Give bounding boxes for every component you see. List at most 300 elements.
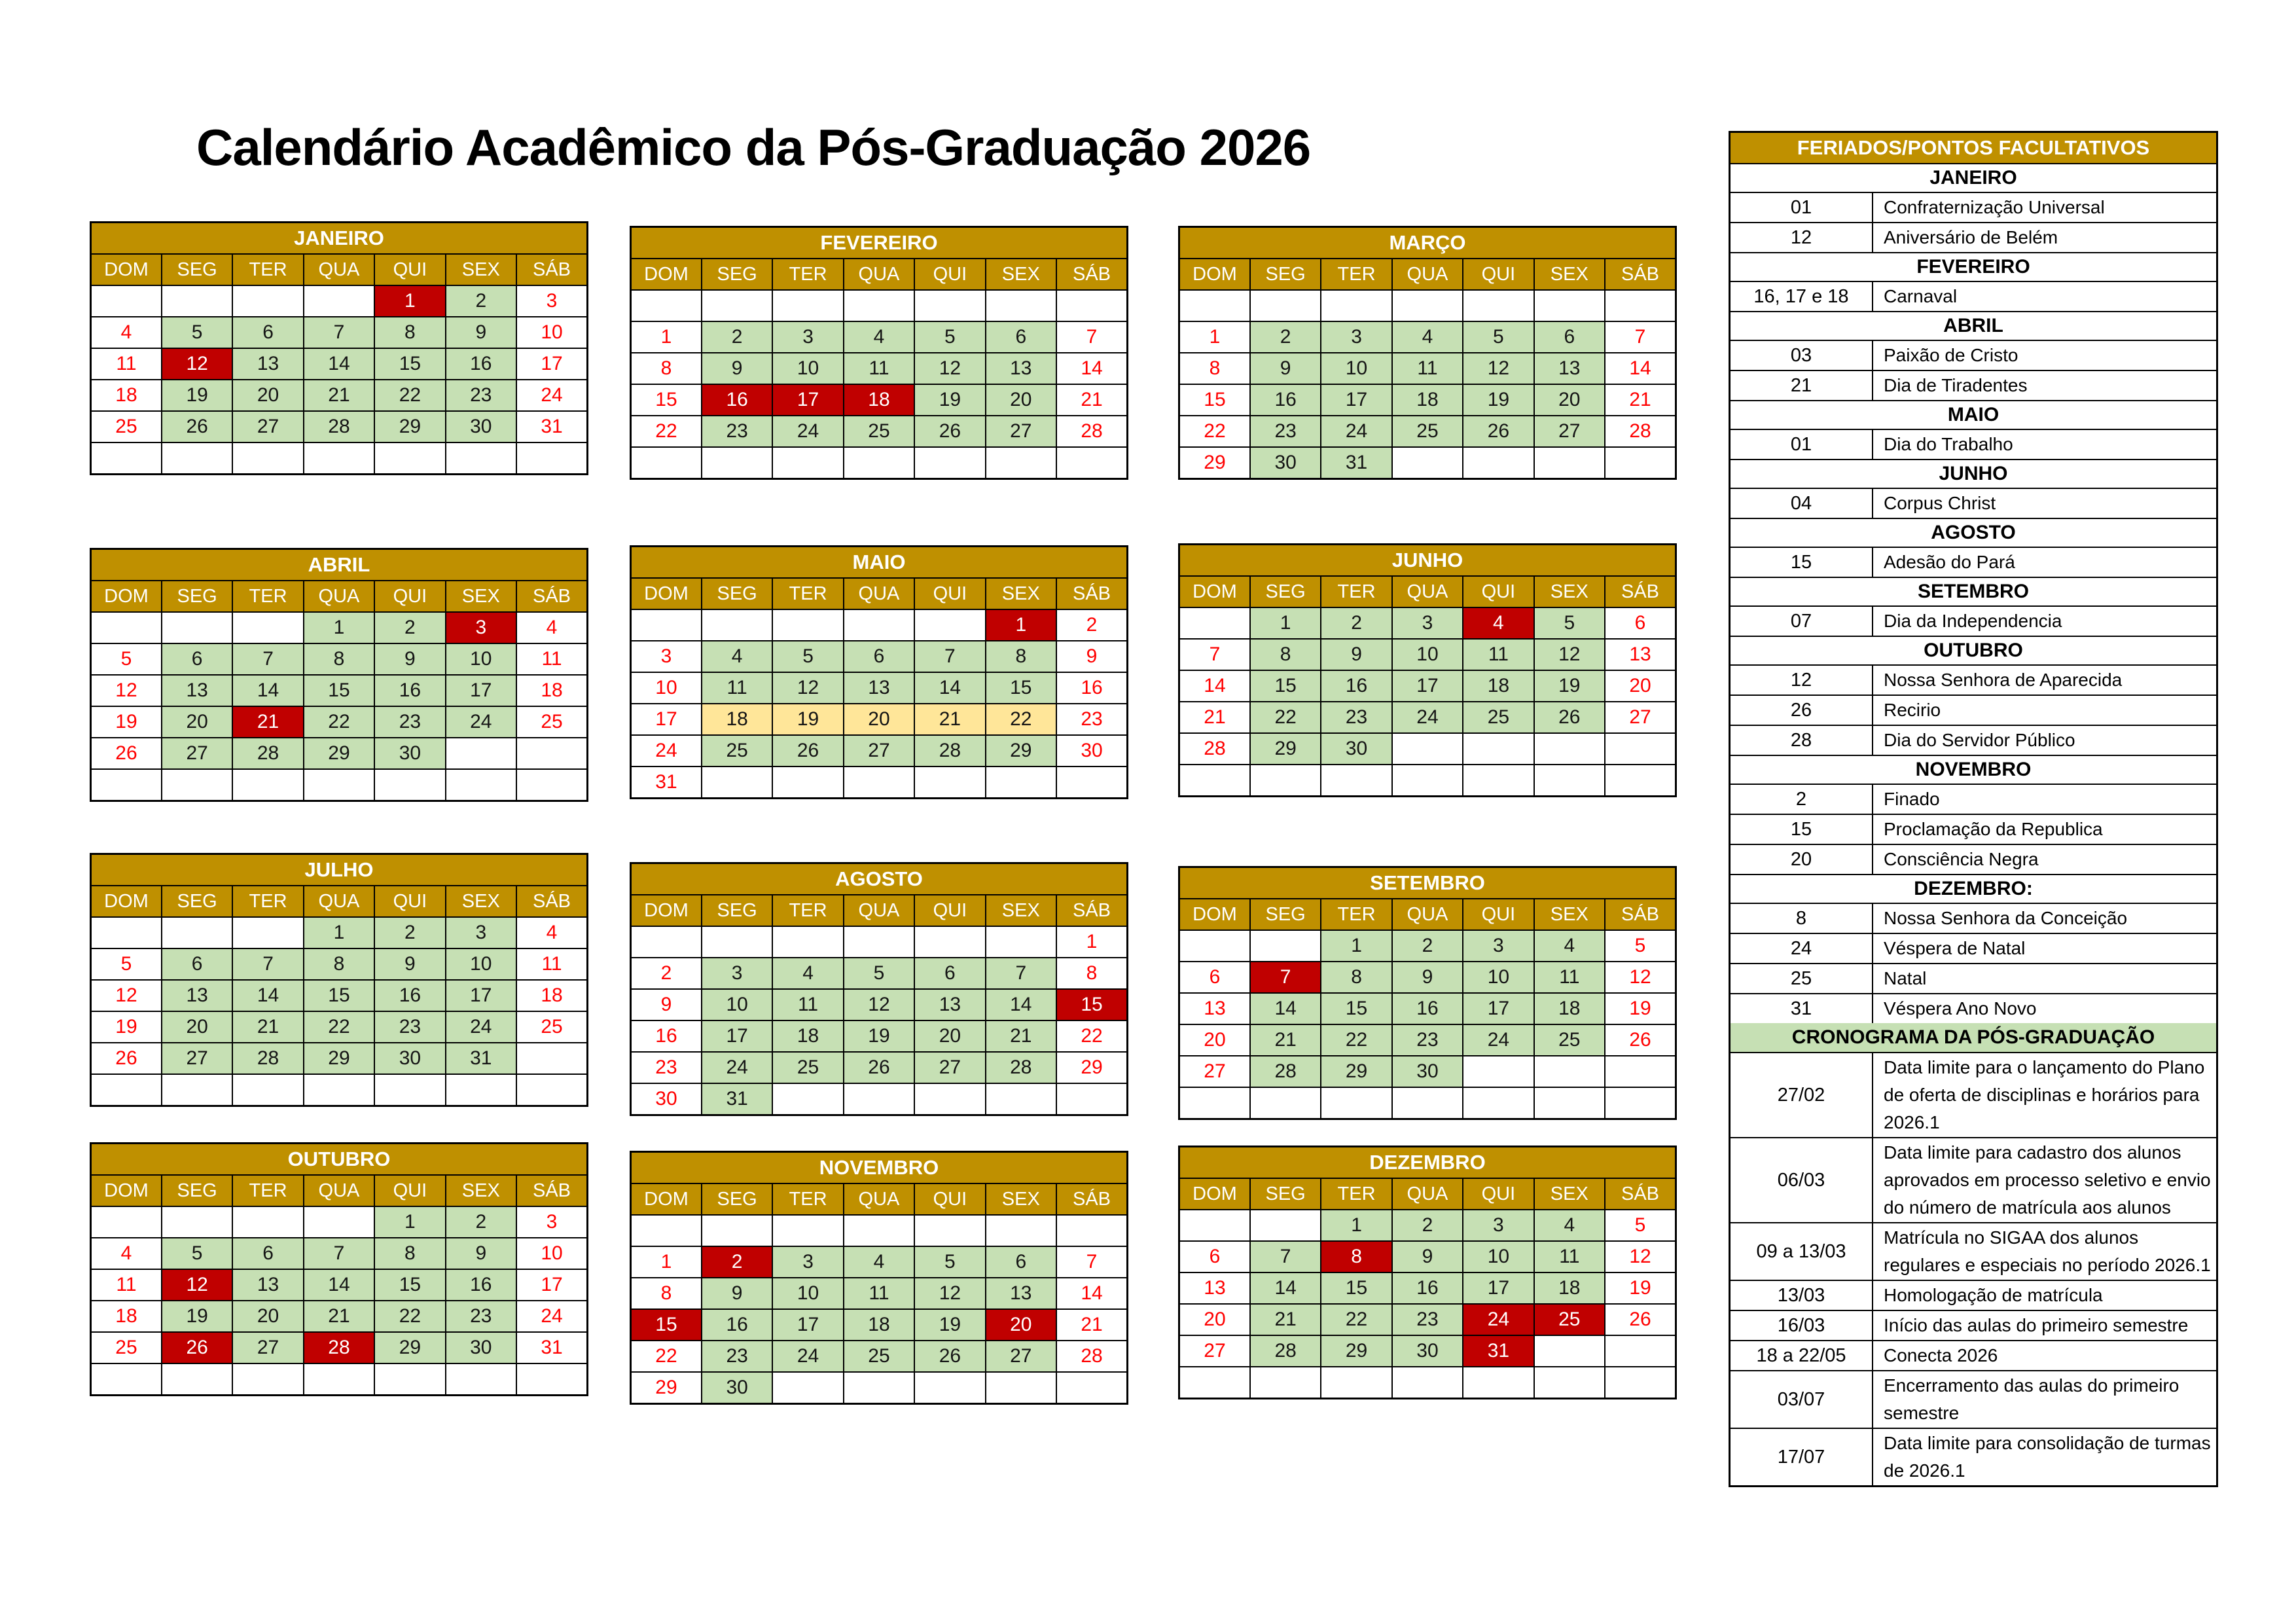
day-cell	[232, 442, 303, 475]
day-cell	[1605, 1056, 1676, 1087]
day-cell: 31	[631, 767, 702, 799]
day-cell: 1	[631, 1246, 702, 1278]
day-cell: 8	[304, 643, 374, 675]
cronograma-date: 18 a 22/05	[1731, 1341, 1873, 1370]
day-cell	[1179, 607, 1250, 639]
day-cell: 11	[516, 948, 587, 980]
day-cell: 18	[516, 675, 587, 706]
day-cell: 13	[986, 1278, 1056, 1309]
cronograma-row	[1731, 1371, 2216, 1429]
day-cell	[374, 1363, 445, 1396]
day-cell: 15	[631, 1309, 702, 1341]
day-cell	[162, 442, 232, 475]
weekday-header: SÁB	[516, 1175, 587, 1206]
day-cell	[1463, 733, 1534, 765]
day-cell: 2	[702, 1246, 772, 1278]
day-cell	[1534, 447, 1605, 479]
day-cell	[772, 290, 843, 321]
day-cell: 27	[844, 735, 914, 767]
day-cell: 28	[1250, 1335, 1321, 1367]
weekday-header: SEX	[446, 581, 516, 612]
day-cell: 3	[1463, 1210, 1534, 1241]
day-cell	[304, 442, 374, 475]
week-row	[631, 735, 1128, 767]
day-cell	[631, 609, 702, 641]
day-cell: 5	[91, 643, 162, 675]
month-calendar	[1178, 543, 1677, 797]
holiday-name: Véspera de Natal	[1884, 938, 2026, 958]
holiday-name: Dia de Tiradentes	[1884, 375, 2028, 395]
holiday-date: 31	[1731, 994, 1873, 1023]
day-cell: 9	[1392, 1241, 1463, 1272]
day-cell	[1179, 930, 1250, 962]
holiday-month-header: FEVEREIRO	[1731, 253, 2216, 282]
day-cell: 7	[232, 948, 303, 980]
day-cell: 18	[91, 1301, 162, 1332]
day-cell	[91, 1074, 162, 1106]
day-cell: 18	[91, 380, 162, 411]
weekday-header: SEG	[162, 1175, 232, 1206]
day-cell: 26	[1605, 1024, 1676, 1056]
holiday-month-header: ABRIL	[1731, 312, 2216, 341]
weekday-header: QUA	[1392, 576, 1463, 607]
day-cell: 3	[516, 1206, 587, 1238]
cronograma-row	[1731, 1223, 2216, 1281]
day-cell	[986, 447, 1056, 479]
holiday-name: Aniversário de Belém	[1884, 227, 2058, 247]
day-cell	[1605, 1367, 1676, 1399]
day-cell: 3	[1463, 930, 1534, 962]
weekday-header: SEG	[702, 895, 772, 926]
day-cell: 28	[986, 1052, 1056, 1083]
day-cell: 3	[631, 641, 702, 672]
day-cell: 8	[1250, 639, 1321, 670]
day-cell: 9	[446, 1238, 516, 1269]
day-cell: 5	[1605, 1210, 1676, 1241]
day-cell: 30	[374, 1043, 445, 1074]
day-cell: 16	[1321, 670, 1391, 702]
day-cell	[1056, 767, 1127, 799]
week-row	[91, 1269, 588, 1301]
day-cell	[91, 285, 162, 317]
day-cell: 3	[1392, 607, 1463, 639]
day-cell: 25	[1392, 416, 1463, 447]
day-cell: 8	[304, 948, 374, 980]
day-cell: 25	[1534, 1024, 1605, 1056]
day-cell: 26	[844, 1052, 914, 1083]
day-cell: 18	[1534, 1272, 1605, 1304]
day-cell: 29	[374, 411, 445, 442]
weekday-header: DOM	[1179, 1178, 1250, 1210]
day-cell: 19	[844, 1020, 914, 1052]
week-row	[1179, 1367, 1676, 1399]
day-cell	[374, 442, 445, 475]
holiday-row	[1731, 193, 2216, 223]
day-cell: 14	[986, 989, 1056, 1020]
day-cell: 18	[844, 384, 914, 416]
week-row	[631, 1052, 1128, 1083]
holiday-row	[1731, 934, 2216, 964]
day-cell: 28	[232, 1043, 303, 1074]
day-cell: 10	[1392, 639, 1463, 670]
holiday-row	[1731, 815, 2216, 845]
day-cell	[1392, 733, 1463, 765]
day-cell: 20	[232, 380, 303, 411]
day-cell: 15	[374, 348, 445, 380]
holiday-name: Confraternização Universal	[1884, 197, 2105, 217]
day-cell: 23	[702, 1341, 772, 1372]
week-row	[1179, 1335, 1676, 1367]
day-cell: 30	[1321, 733, 1391, 765]
day-cell: 27	[1534, 416, 1605, 447]
day-cell: 25	[844, 1341, 914, 1372]
weekday-header: SÁB	[1056, 259, 1127, 290]
day-cell: 6	[914, 958, 985, 989]
day-cell: 10	[772, 1278, 843, 1309]
day-cell	[986, 1372, 1056, 1404]
month-calendar	[630, 862, 1128, 1116]
day-cell: 28	[1056, 1341, 1127, 1372]
day-cell: 7	[1179, 639, 1250, 670]
day-cell: 30	[1056, 735, 1127, 767]
day-cell: 23	[1250, 416, 1321, 447]
day-cell: 10	[446, 643, 516, 675]
day-cell: 27	[1179, 1335, 1250, 1367]
week-row	[91, 1011, 588, 1043]
week-row	[91, 380, 588, 411]
weekday-header: SEX	[446, 886, 516, 917]
day-cell	[516, 1363, 587, 1396]
day-cell: 20	[232, 1301, 303, 1332]
day-cell: 17	[772, 1309, 843, 1341]
day-cell	[986, 926, 1056, 958]
day-cell: 31	[516, 1332, 587, 1363]
day-cell: 24	[516, 380, 587, 411]
day-cell: 7	[914, 641, 985, 672]
holiday-row	[1731, 341, 2216, 371]
day-cell: 29	[631, 1372, 702, 1404]
month-calendar	[90, 221, 588, 475]
weekday-header: SEG	[162, 254, 232, 285]
day-cell: 9	[631, 989, 702, 1020]
day-cell: 26	[91, 738, 162, 769]
day-cell: 9	[702, 1278, 772, 1309]
day-cell: 25	[702, 735, 772, 767]
holiday-name: Dia do Trabalho	[1884, 434, 2013, 454]
day-cell: 14	[1056, 1278, 1127, 1309]
holiday-month-header: AGOSTO	[1731, 519, 2216, 548]
weekday-header: QUA	[844, 895, 914, 926]
day-cell: 9	[1250, 353, 1321, 384]
day-cell: 13	[1605, 639, 1676, 670]
day-cell	[1534, 1367, 1605, 1399]
holiday-name: Nossa Senhora da Conceição	[1884, 908, 2128, 928]
day-cell: 4	[844, 1246, 914, 1278]
day-cell: 27	[232, 411, 303, 442]
day-cell: 30	[1392, 1335, 1463, 1367]
day-cell: 8	[1179, 353, 1250, 384]
month-title: DEZEMBRO	[1179, 1147, 1676, 1179]
week-row	[91, 675, 588, 706]
day-cell	[304, 1206, 374, 1238]
day-cell: 30	[631, 1083, 702, 1115]
day-cell	[1463, 447, 1534, 479]
day-cell	[631, 1215, 702, 1246]
day-cell: 5	[91, 948, 162, 980]
day-cell: 22	[1321, 1304, 1391, 1335]
week-row	[631, 958, 1128, 989]
weekday-header: SEX	[1534, 899, 1605, 930]
cronograma-name: Conecta 2026	[1884, 1345, 1998, 1365]
day-cell: 17	[772, 384, 843, 416]
weekday-header: SÁB	[1056, 1183, 1127, 1215]
day-cell: 23	[1321, 702, 1391, 733]
day-cell: 22	[1250, 702, 1321, 733]
day-cell: 28	[914, 735, 985, 767]
day-cell: 4	[844, 321, 914, 353]
week-row	[1179, 962, 1676, 993]
day-cell	[702, 447, 772, 479]
weekday-header: TER	[772, 895, 843, 926]
day-cell: 19	[914, 1309, 985, 1341]
day-cell	[1250, 290, 1321, 321]
weekday-header: SEX	[1534, 1178, 1605, 1210]
day-cell: 16	[446, 1269, 516, 1301]
day-cell: 29	[1056, 1052, 1127, 1083]
cronograma-date: 16/03	[1731, 1311, 1873, 1340]
day-cell	[1392, 1087, 1463, 1119]
weekday-header: QUI	[374, 1175, 445, 1206]
cronograma-name: Data limite para consolidação de turmas de 2026.1	[1884, 1433, 2211, 1481]
day-cell: 22	[1321, 1024, 1391, 1056]
holiday-name: Adesão do Pará	[1884, 552, 2015, 572]
day-cell	[91, 612, 162, 643]
day-cell: 15	[374, 1269, 445, 1301]
day-cell	[772, 609, 843, 641]
day-cell: 23	[374, 706, 445, 738]
week-row	[1179, 930, 1676, 962]
day-cell: 7	[1250, 1241, 1321, 1272]
day-cell: 20	[1179, 1304, 1250, 1335]
day-cell: 19	[1463, 384, 1534, 416]
day-cell: 24	[772, 1341, 843, 1372]
day-cell: 21	[1250, 1024, 1321, 1056]
day-cell: 3	[772, 321, 843, 353]
holiday-row	[1731, 726, 2216, 756]
weekday-header: QUA	[844, 1183, 914, 1215]
day-cell: 22	[304, 1011, 374, 1043]
weekday-header: DOM	[631, 1183, 702, 1215]
day-cell: 30	[1392, 1056, 1463, 1087]
day-cell: 22	[1179, 416, 1250, 447]
day-cell: 25	[516, 1011, 587, 1043]
day-cell	[1056, 290, 1127, 321]
week-row	[91, 285, 588, 317]
day-cell: 10	[1321, 353, 1391, 384]
week-row	[1179, 1272, 1676, 1304]
day-cell: 21	[304, 1301, 374, 1332]
day-cell: 12	[1605, 1241, 1676, 1272]
holiday-date: 21	[1731, 371, 1873, 400]
holiday-name: Recirio	[1884, 700, 1941, 720]
day-cell: 16	[374, 980, 445, 1011]
month-title: FEVEREIRO	[631, 227, 1128, 259]
day-cell	[1534, 765, 1605, 797]
day-cell: 3	[702, 958, 772, 989]
holiday-name: Dia da Independencia	[1884, 611, 2062, 631]
day-cell	[772, 1083, 843, 1115]
day-cell	[1179, 290, 1250, 321]
day-cell	[91, 769, 162, 801]
day-cell: 30	[446, 1332, 516, 1363]
week-row	[631, 1341, 1128, 1372]
day-cell: 17	[516, 348, 587, 380]
day-cell: 13	[232, 348, 303, 380]
day-cell: 6	[162, 643, 232, 675]
day-cell: 21	[1056, 1309, 1127, 1341]
month-title: OUTUBRO	[91, 1144, 588, 1176]
weekday-header: SEG	[702, 578, 772, 609]
day-cell: 21	[304, 380, 374, 411]
day-cell: 14	[914, 672, 985, 704]
day-cell: 2	[631, 958, 702, 989]
day-cell: 28	[1179, 733, 1250, 765]
week-row	[1179, 1024, 1676, 1056]
day-cell: 11	[702, 672, 772, 704]
day-cell: 4	[1463, 607, 1534, 639]
day-cell: 25	[91, 1332, 162, 1363]
day-cell: 7	[1250, 962, 1321, 993]
month-title: JANEIRO	[91, 223, 588, 255]
month-calendar	[1178, 226, 1677, 480]
day-cell: 28	[232, 738, 303, 769]
day-cell: 25	[91, 411, 162, 442]
week-row	[631, 1309, 1128, 1341]
day-cell: 2	[374, 917, 445, 948]
day-cell: 23	[1392, 1024, 1463, 1056]
day-cell: 19	[1534, 670, 1605, 702]
day-cell	[986, 1215, 1056, 1246]
day-cell: 17	[446, 980, 516, 1011]
day-cell: 13	[1534, 353, 1605, 384]
day-cell: 4	[91, 1238, 162, 1269]
holiday-row	[1731, 430, 2216, 460]
holiday-date: 03	[1731, 341, 1873, 370]
cronograma-header: CRONOGRAMA DA PÓS-GRADUAÇÃO	[1731, 1023, 2216, 1053]
day-cell: 24	[1321, 416, 1391, 447]
holiday-date: 15	[1731, 815, 1873, 844]
day-cell: 21	[232, 706, 303, 738]
day-cell: 14	[1605, 353, 1676, 384]
day-cell: 8	[1321, 1241, 1391, 1272]
week-row	[1179, 290, 1676, 321]
weekday-header: SEX	[986, 1183, 1056, 1215]
day-cell: 9	[1056, 641, 1127, 672]
day-cell: 3	[1321, 321, 1391, 353]
day-cell	[91, 442, 162, 475]
day-cell: 14	[1179, 670, 1250, 702]
day-cell: 26	[162, 411, 232, 442]
day-cell: 2	[446, 1206, 516, 1238]
day-cell: 20	[986, 384, 1056, 416]
day-cell: 5	[914, 321, 985, 353]
day-cell: 4	[91, 317, 162, 348]
day-cell	[232, 1206, 303, 1238]
day-cell: 5	[1463, 321, 1534, 353]
day-cell: 27	[162, 1043, 232, 1074]
holiday-name: Paixão de Cristo	[1884, 345, 2018, 365]
day-cell	[162, 917, 232, 948]
day-cell: 1	[1250, 607, 1321, 639]
month-calendar	[630, 1151, 1128, 1405]
day-cell: 22	[631, 1341, 702, 1372]
week-row	[631, 1083, 1128, 1115]
weekday-header: QUI	[1463, 259, 1534, 290]
day-cell	[446, 1074, 516, 1106]
day-cell: 19	[772, 704, 843, 735]
day-cell	[1534, 733, 1605, 765]
day-cell: 10	[772, 353, 843, 384]
cronograma-date: 06/03	[1731, 1138, 1873, 1222]
weekday-header: QUI	[374, 254, 445, 285]
day-cell: 17	[1463, 993, 1534, 1024]
day-cell: 13	[986, 353, 1056, 384]
week-row	[91, 317, 588, 348]
month-title: AGOSTO	[631, 863, 1128, 895]
day-cell	[162, 1206, 232, 1238]
weekday-header: SÁB	[1056, 578, 1127, 609]
week-row	[631, 641, 1128, 672]
day-cell: 26	[914, 1341, 985, 1372]
week-row	[1179, 607, 1676, 639]
day-cell: 16	[1250, 384, 1321, 416]
day-cell: 14	[304, 348, 374, 380]
holiday-month-header: OUTUBRO	[1731, 637, 2216, 666]
weekday-header: QUA	[304, 254, 374, 285]
weekday-header: TER	[772, 578, 843, 609]
holiday-row	[1731, 845, 2216, 875]
week-row	[91, 442, 588, 475]
day-cell: 8	[1056, 958, 1127, 989]
day-cell: 5	[162, 317, 232, 348]
day-cell: 6	[986, 1246, 1056, 1278]
day-cell: 11	[844, 353, 914, 384]
day-cell: 10	[516, 1238, 587, 1269]
week-row	[631, 321, 1128, 353]
weekday-header: QUA	[1392, 259, 1463, 290]
week-row	[631, 384, 1128, 416]
holiday-month-header: SETEMBRO	[1731, 578, 2216, 607]
holiday-month-header: MAIO	[1731, 401, 2216, 430]
day-cell: 21	[1605, 384, 1676, 416]
day-cell: 30	[374, 738, 445, 769]
day-cell: 13	[1179, 1272, 1250, 1304]
day-cell: 7	[1605, 321, 1676, 353]
day-cell	[1463, 765, 1534, 797]
day-cell	[844, 1372, 914, 1404]
holiday-date: 25	[1731, 964, 1873, 993]
day-cell	[844, 767, 914, 799]
day-cell: 28	[1605, 416, 1676, 447]
day-cell	[516, 442, 587, 475]
cronograma-date: 13/03	[1731, 1281, 1873, 1310]
day-cell: 11	[91, 348, 162, 380]
day-cell: 1	[1056, 926, 1127, 958]
day-cell	[1392, 447, 1463, 479]
weekday-header: TER	[1321, 1178, 1391, 1210]
day-cell: 7	[232, 643, 303, 675]
day-cell: 31	[1463, 1335, 1534, 1367]
